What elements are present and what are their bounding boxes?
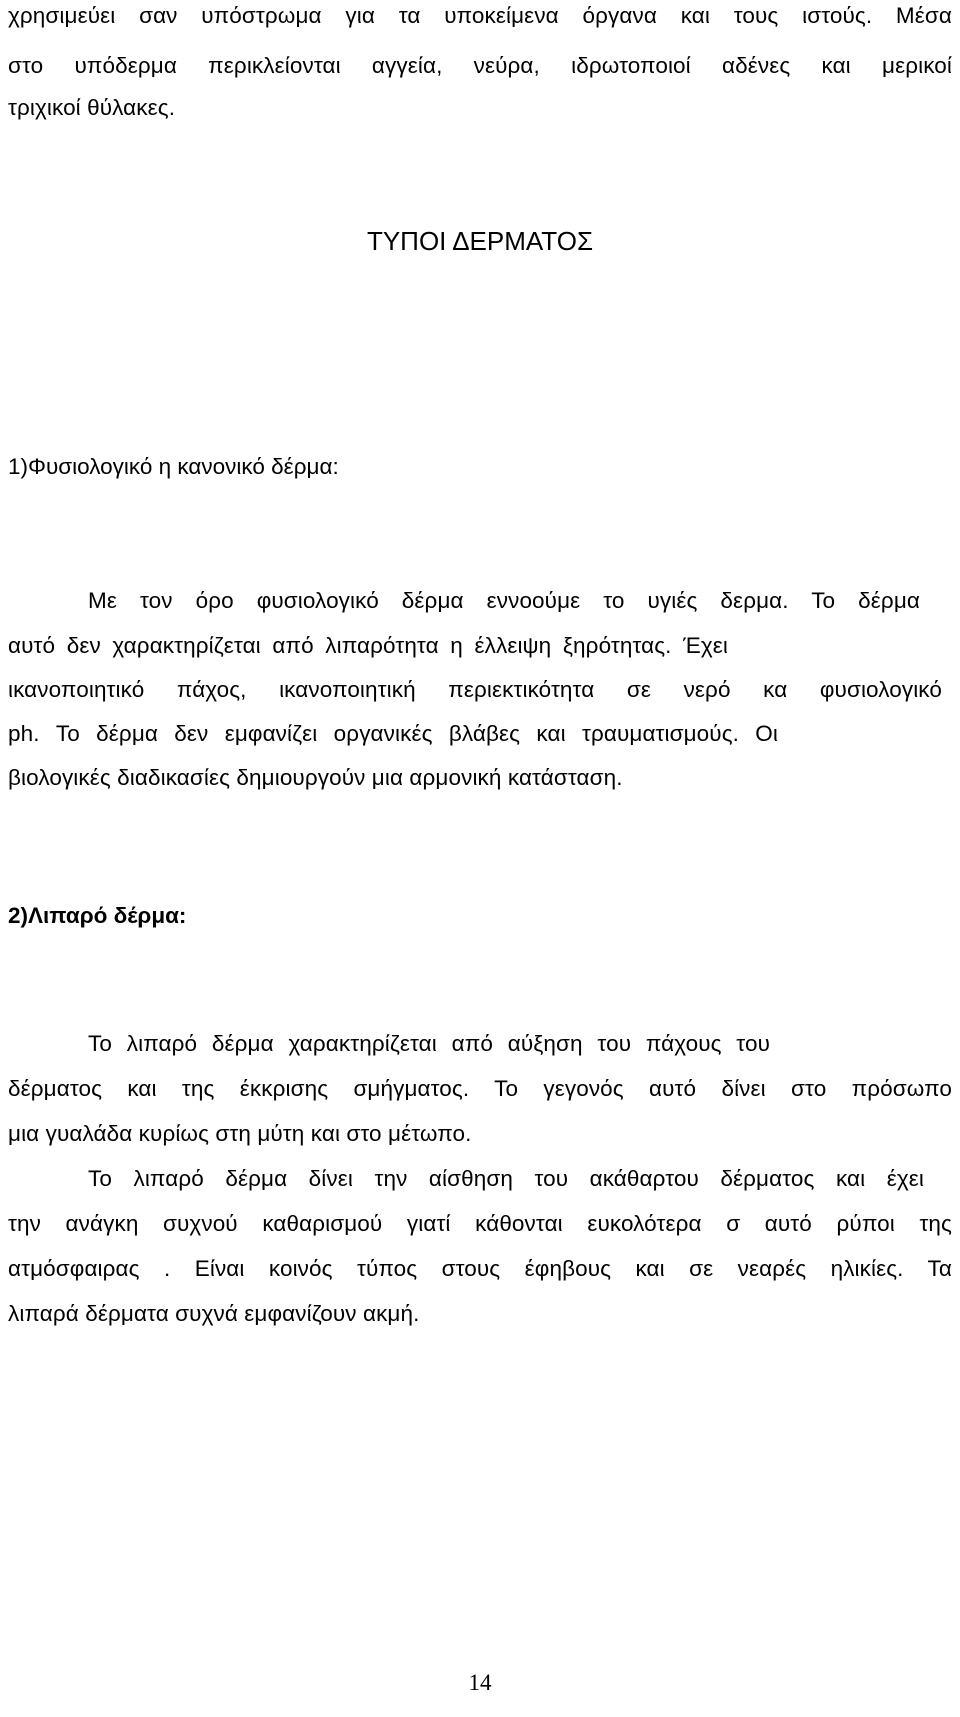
section2-line-6: ατμόσφαιρας . Είναι κοινός τύπος στους έφηβους και σε νεαρές ηλικίες. Τα	[8, 1256, 952, 1281]
intro-line-3: τριχικοί θύλακες.	[8, 95, 176, 120]
section1-line-2: αυτό δεν χαρακτηρίζεται από λιπαρότητα η έλλειψη ξηρότητας. Έχει	[8, 633, 728, 658]
section1-heading: 1)Φυσιολογικό η κανονικό δέρμα:	[8, 454, 339, 479]
section2-line-3: μια γυαλάδα κυρίως στη μύτη και στο μέτωπο.	[8, 1121, 472, 1146]
page-number: 14	[468, 1670, 492, 1695]
section1-line-1: Με τον όρο φυσιολογικό δέρμα εννοούμε το υγιές δερμα. Το δέρμα	[88, 588, 920, 613]
section2-heading: 2)Λιπαρό δέρμα:	[8, 903, 187, 928]
section2-line-7: λιπαρά δέρματα συχνά εμφανίζουν ακμή.	[8, 1301, 420, 1326]
section2-line-2: δέρματος και της έκκρισης σμήγματος. Το γεγονός αυτό δίνει στο πρόσωπο	[8, 1076, 952, 1101]
section1-line-3: ικανοποιητικό πάχος, ικανοποιητική περιεκτικότητα σε νερό κα φυσιολογικό	[8, 677, 942, 702]
intro-line-2: στο υπόδερμα περικλείονται αγγεία, νεύρα, ιδρωτοποιοί αδένες και μερικοί	[8, 53, 952, 78]
section2-line-4: Το λιπαρό δέρμα δίνει την αίσθηση του ακάθαρτου δέρματος και έχει	[88, 1166, 924, 1191]
section2-line-1: Το λιπαρό δέρμα χαρακτηρίζεται από αύξηση του πάχους του	[88, 1031, 770, 1056]
section1-line-5: βιολογικές διαδικασίες δημιουργούν μια αρμονική κατάσταση.	[8, 765, 623, 790]
intro-line-1: χρησιμεύει σαν υπόστρωμα για τα υποκείμενα όργανα και τους ιστούς. Μέσα	[8, 3, 952, 28]
section2-line-5: την ανάγκη συχνού καθαρισμού γιατί κάθονται ευκολότερα σ αυτό ρύποι της	[8, 1211, 952, 1236]
section-title: ΤΥΠΟΙ ΔΕΡΜΑΤΟΣ	[366, 226, 594, 256]
section1-line-4: ph. Το δέρμα δεν εμφανίζει οργανικές βλάβες και τραυματισμούς. Οι	[8, 721, 778, 746]
